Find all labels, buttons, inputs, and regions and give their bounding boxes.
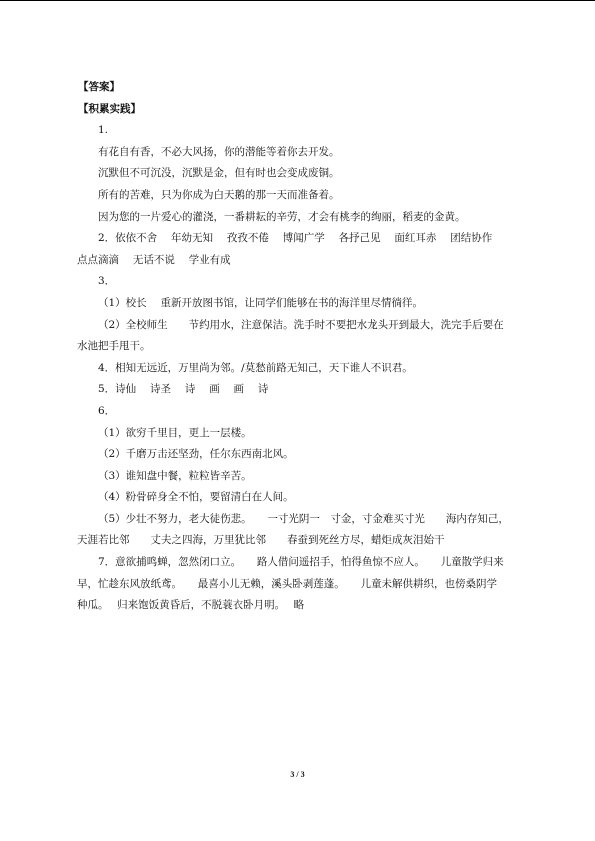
page-number: 3 / 3 [290,770,305,779]
q6-item-4: （4）粉骨碎身全不怕，要留清白在人间。 [98,491,294,504]
page-top-border [0,0,595,1]
q6-item-1: （1）欲穷千里目，更上一层楼。 [98,426,252,439]
q3-number: 3． [98,275,116,288]
answer-heading: 【答案】 [78,81,120,93]
section-heading: 【积累实践】 [78,102,141,115]
q2-line-a: 2．依依不舍 年幼无知 孜孜不倦 博闻广学 各抒己见 面红耳赤 团结协作 [98,232,493,245]
q1-number: 1. [98,124,109,137]
q1-line-b: 沉默但不可沉没，沉默是金，但有时也会变成废铜。 [98,167,340,180]
q5-line: 5．诗仙 诗圣 诗 画 画 诗 [98,383,269,396]
q1-line-c: 所有的苦难，只为你成为白天鹅的那一天而准备着。 [98,188,340,201]
q3-item-1: （1）校长 重新开放图书馆，让同学们能够在书的海洋里尽情徜徉。 [98,296,424,309]
q6-item-2: （2）千磨万击还坚劲，任尔东西南北风。 [98,448,294,461]
q7-line-b: 早，忙趁东风放纸鸢。 最喜小儿无赖，溪头卧剥莲蓬。 儿童未解供耕织，也傍桑阴学 [77,577,497,590]
answer-content [77,77,542,617]
q6-number: 6． [98,404,116,417]
q3-item-2a: （2）全校师生 节约用水，注意保洁。洗手时不要把水龙头开到最大，洗完手后要在 [98,318,504,331]
q7-line-c: 种瓜。 归来饱饭黄昏后，不脱蓑衣卧月明。 略 [77,599,305,612]
q4-line: 4．相知无远近，万里尚为邻。/莫愁前路无知己，天下谁人不识君。 [98,361,413,374]
q3-item-2b: 水池把手甩干。 [77,340,151,353]
q1-line-a: 有花自有香，不必大风扬，你的潜能等着你去开发。 [98,145,340,158]
q6-item-3: （3）谁知盘中餐，粒粒皆辛苦。 [98,469,252,482]
q1-line-d: 因为您的一片爱心的灌浇，一番耕耘的辛劳，才会有桃李的绚丽，稻麦的金黄。 [98,210,466,223]
q6-item-5a: （5）少壮不努力，老大徒伤悲。 一寸光阴一 寸金，寸金难买寸光 海内存知己， [98,512,509,525]
q6-item-5b: 天涯若比邻 丈夫之四海，万里犹比邻 春蚕到死丝方尽，蜡炬成灰泪始干 [77,534,445,547]
q7-line-a: 7．意欲捕鸣蝉，忽然闭口立。 路人借问遥招手，怕得鱼惊不应人。 儿童散学归来 [98,556,504,569]
q2-line-b: 点点滴滴 无话不说 学业有成 [77,253,231,266]
